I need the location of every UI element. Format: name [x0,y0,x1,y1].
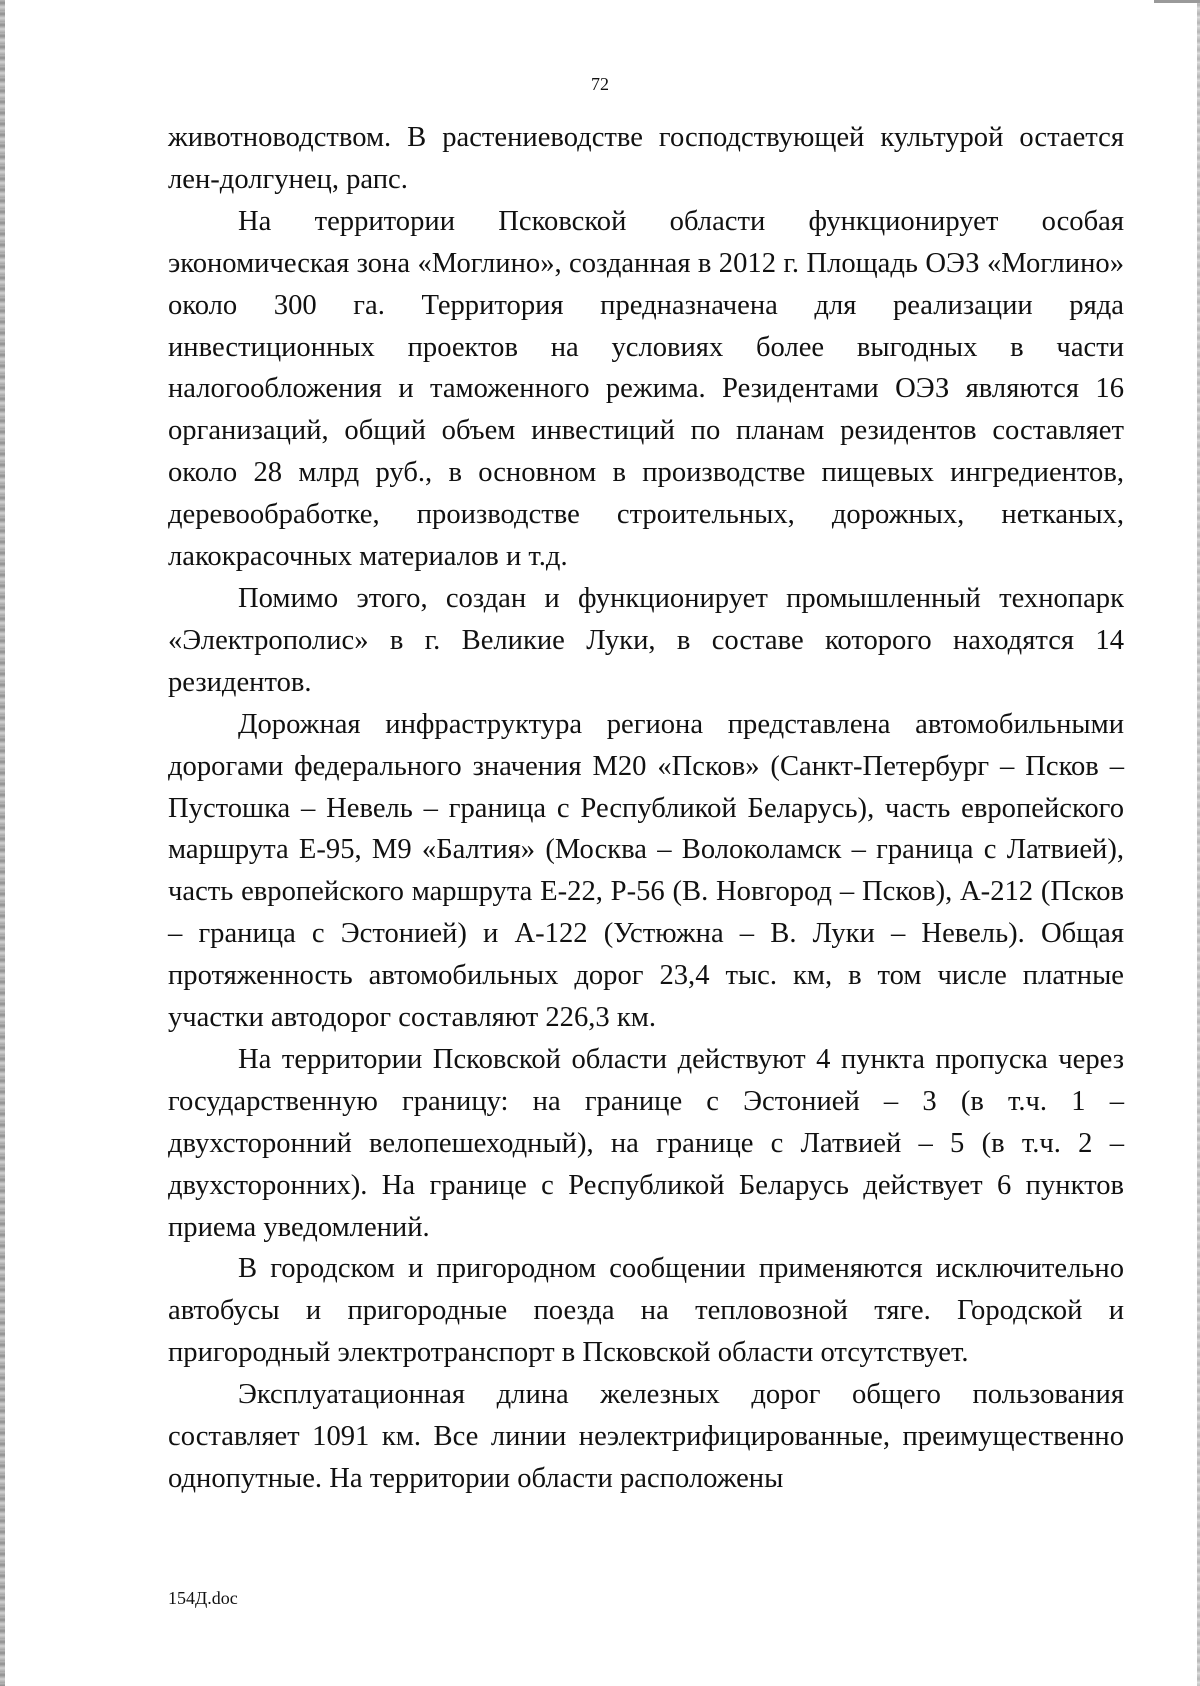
paragraph-railways: Эксплуатационная длина железных дорог общего пользования составляет 1091 км. Все линии неэлектрифицированные, преимущественно однопутные. На территории области расположены [168,1379,1124,1494]
scan-corner-mark [1154,0,1200,3]
paragraph-road-infrastructure: Дорожная инфраструктура региона представлена автомобильными дорогами федерального значения М20 «Псков» (Санкт-Петербург – Псков – Пустошка – Невель – граница с Республикой Беларусь), часть европейского маршрута Е-95, М9 «Балтия» (Москва – Волоколамск – граница с Латвией), часть европейского маршрута Е-22, Р-56 (В. Новгород – Псков), А-212 (Псков – граница с Эстонией) и А-122 (Устюжна – В. Луки – Невель). Общая протяженность автомобильных дорог 23,4 тыс. км, в том числе платные участки автодорог составляют 226,3 км. [168,708,1124,1034]
scan-edge-left [0,0,5,1686]
paragraph-technopark: Помимо этого, создан и функционирует промышленный технопарк «Электрополис» в г. Великие Луки, в составе которого находятся 14 резидентов. [168,582,1124,698]
page-number: 72 [591,74,609,94]
paragraph-urban-transport: В городском и пригородном сообщении применяются исключительно автобусы и пригородные поезда на тепловозной тяге. Городской и пригородный электротранспорт в Псковской области отсутствует. [168,1253,1124,1369]
paragraph-continuation: животноводством. В растениеводстве господствующей культурой остается лен-долгунец, рапс. [168,122,1124,195]
footer-file-name: 154Д.doc [168,1588,238,1608]
paragraph-special-economic-zone: На территории Псковской области функционирует особая экономическая зона «Моглино», созданная в 2012 г. Площадь ОЭЗ «Моглино» около 300 га. Территория предназначена для реализации ряда инвестиционных проектов на условиях более выгодных в части налогообложения и таможенного режима. Резидентами ОЭЗ являются 16 организаций, общий объем инвестиций по планам резидентов составляет около 28 млрд руб., в основном в производстве пищевых ингредиентов, деревообработке, производстве строительных, дорожных, нетканых, лакокрасочных материалов и т.д. [168,205,1124,573]
paragraph-border-crossings: На территории Псковской области действуют 4 пункта пропуска через государственную границу: на границе с Эстонией – 3 (в т.ч. 1 – двухсторонний велопешеходный), на границе с Латвией – 5 (в т.ч. 2 – двухсторонних). На границе с Республикой Беларусь действует 6 пунктов приема уведомлений. [168,1043,1124,1243]
document-body [168,117,1124,1500]
